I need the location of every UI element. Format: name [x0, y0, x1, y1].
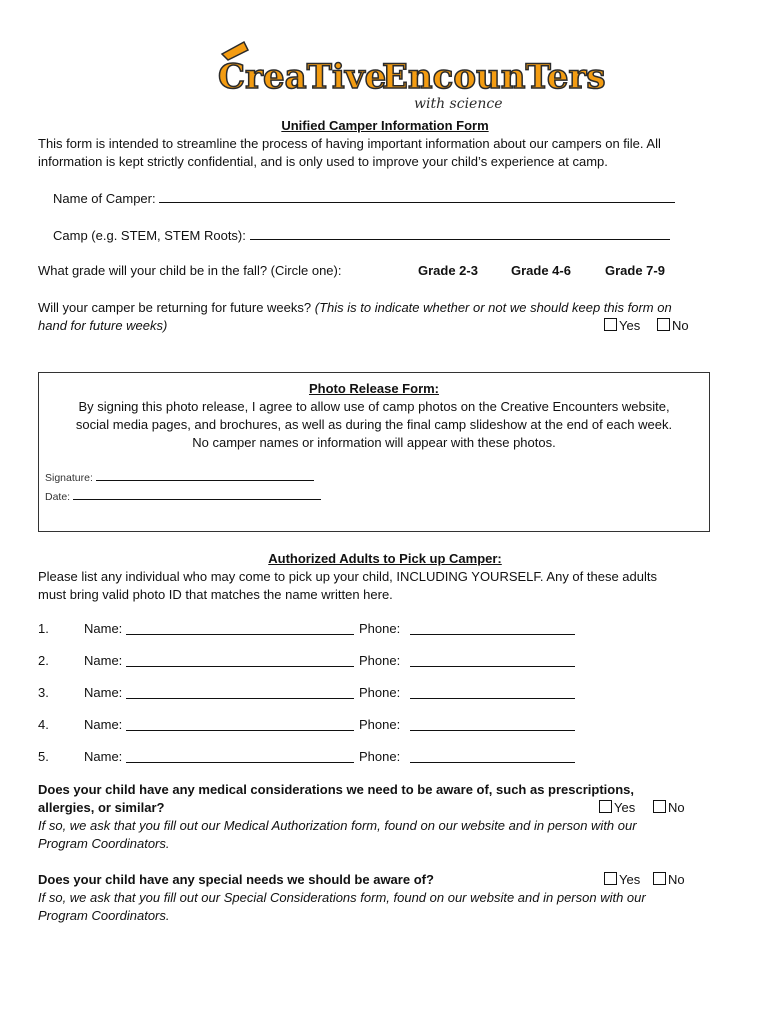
pickup-intro-line-1: Please list any individual who may come to pick up your child, INCLUDING YOURSELF. Any of these adults: [38, 569, 657, 584]
pickup-name-label: Name:: [84, 685, 123, 700]
returning-no-option[interactable]: [657, 317, 689, 335]
pickup-row-number: 1.: [38, 621, 49, 636]
pickup-phone-label: Phone:: [359, 685, 401, 700]
returning-question-text: Will your camper be returning for future weeks?: [38, 300, 312, 315]
name-of-camper-field[interactable]: [159, 190, 675, 203]
camp-row: [53, 227, 693, 243]
medical-question-line-2: allergies, or similar?: [38, 800, 165, 815]
medical-note-line-1: If so, we ask that you fill out our Medical Authorization form, found on our website and in person with our: [38, 818, 637, 833]
pickup-row-number: 2.: [38, 653, 49, 668]
intro-text: [38, 135, 738, 171]
special-needs-question-text: Does your child have any special needs we should be aware of?: [38, 872, 434, 887]
date-field[interactable]: [73, 490, 321, 500]
pickup-row-3: [38, 685, 598, 703]
special-yes-option[interactable]: [604, 871, 640, 889]
pickup-phone-label: Phone:: [359, 621, 401, 636]
pickup-row-2: [38, 653, 598, 671]
name-of-camper-row: [53, 190, 693, 206]
pickup-phone-label: Phone:: [359, 717, 401, 732]
returning-no-checkbox[interactable]: [657, 318, 670, 331]
medical-yes-label: Yes: [614, 800, 636, 815]
pickup-name-label: Name:: [84, 717, 123, 732]
pickup-row-number: 5.: [38, 749, 49, 764]
pickup-row-number: 3.: [38, 685, 49, 700]
pickup-name-label: Name:: [84, 621, 123, 636]
pickup-name-field[interactable]: [126, 686, 354, 699]
svg-text:CreaTive: CreaTive: [218, 57, 387, 97]
pickup-name-field[interactable]: [126, 622, 354, 635]
pickup-phone-field[interactable]: [410, 622, 575, 635]
form-title: Unified Camper Information Form: [281, 118, 489, 133]
pickup-phone-label: Phone:: [359, 653, 401, 668]
intro-line-2: information is kept strictly confidential, and is only used to improve your child’s experience at camp.: [38, 154, 608, 169]
pickup-row-5: [38, 749, 598, 767]
special-no-checkbox[interactable]: [653, 872, 666, 885]
pickup-phone-field[interactable]: [410, 654, 575, 667]
grade-question: What grade will your child be in the fall? (Circle one):: [38, 263, 342, 278]
grade-option-4-6[interactable]: Grade 4-6: [511, 263, 571, 278]
creative-encounters-logo: [214, 40, 606, 114]
special-needs-question: [38, 871, 738, 925]
svg-text:EncounTers: EncounTers: [382, 57, 606, 97]
grade-row: [38, 263, 738, 281]
pickup-phone-label: Phone:: [359, 749, 401, 764]
photo-release-title: Photo Release Form:: [308, 381, 440, 396]
signature-label: Signature:: [45, 472, 93, 484]
special-note-line-1: If so, we ask that you fill out our Special Considerations form, found on our website and in person with our: [38, 890, 646, 905]
returning-no-label: No: [672, 318, 689, 333]
special-note-line-2: Program Coordinators.: [38, 908, 170, 923]
medical-yes-option[interactable]: [599, 799, 635, 817]
pickup-phone-field[interactable]: [410, 750, 575, 763]
signature-row: [45, 471, 314, 484]
date-row: [45, 490, 321, 503]
pickup-row-4: [38, 717, 598, 735]
returning-note-1: (This is to indicate whether or not we should keep this form on: [314, 300, 672, 315]
medical-no-label: No: [668, 800, 685, 815]
returning-yes-label: Yes: [619, 318, 641, 333]
camp-label: Camp (e.g. STEM, STEM Roots):: [53, 228, 246, 243]
pickup-phone-field[interactable]: [410, 718, 575, 731]
special-yes-checkbox[interactable]: [604, 872, 617, 885]
pickup-name-field[interactable]: [126, 750, 354, 763]
medical-yes-checkbox[interactable]: [599, 800, 612, 813]
returning-question: [38, 299, 738, 335]
pickup-name-label: Name:: [84, 749, 123, 764]
pickup-title: Authorized Adults to Pick up Camper:: [268, 551, 502, 566]
grade-option-7-9[interactable]: Grade 7-9: [605, 263, 665, 278]
camp-field[interactable]: [250, 227, 670, 240]
pickup-row-1: [38, 621, 598, 639]
grade-option-2-3[interactable]: Grade 2-3: [418, 263, 478, 278]
medical-question: [38, 781, 738, 853]
photo-release-line-3: No camper names or information will appear with these photos.: [192, 435, 556, 450]
photo-release-line-1: By signing this photo release, I agree to allow use of camp photos on the Creative Encounters website,: [78, 399, 670, 414]
special-no-option[interactable]: [653, 871, 685, 889]
logo-graphic: [214, 40, 606, 114]
pickup-row-number: 4.: [38, 717, 49, 732]
medical-note-line-2: Program Coordinators.: [38, 836, 170, 851]
medical-no-checkbox[interactable]: [653, 800, 666, 813]
pickup-phone-field[interactable]: [410, 686, 575, 699]
pickup-intro-line-2: must bring valid photo ID that matches the name written here.: [38, 587, 393, 602]
intro-line-1: This form is intended to streamline the process of having important information about our campers on file. All: [38, 136, 661, 151]
pickup-name-field[interactable]: [126, 718, 354, 731]
pickup-intro: [38, 568, 738, 604]
returning-note-2: hand for future weeks): [38, 318, 168, 333]
special-no-label: No: [668, 872, 685, 887]
logo-tagline: with science: [414, 96, 503, 112]
pickup-name-label: Name:: [84, 653, 123, 668]
signature-field[interactable]: [96, 471, 314, 481]
date-label: Date:: [45, 491, 71, 503]
photo-release-line-2: social media pages, and brochures, as well as during the final camp slideshow at the end of each week.: [75, 417, 673, 432]
medical-question-line-1: Does your child have any medical considerations we need to be aware of, such as prescriptions,: [38, 782, 635, 797]
photo-release-box: [38, 372, 710, 532]
special-yes-label: Yes: [619, 872, 641, 887]
returning-yes-checkbox[interactable]: [604, 318, 617, 331]
returning-yes-option[interactable]: [604, 317, 640, 335]
medical-no-option[interactable]: [653, 799, 685, 817]
name-of-camper-label: Name of Camper:: [53, 191, 156, 206]
pickup-name-field[interactable]: [126, 654, 354, 667]
